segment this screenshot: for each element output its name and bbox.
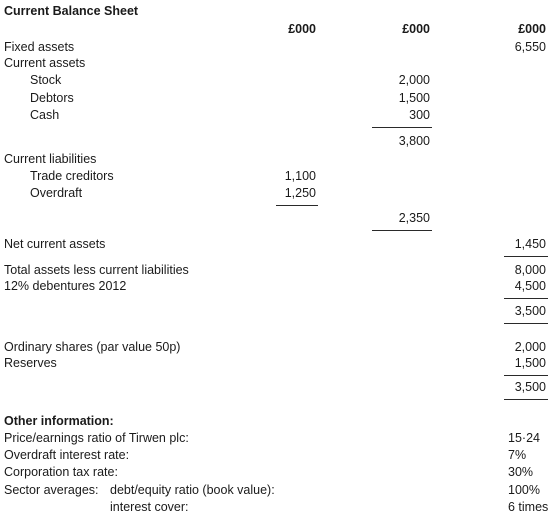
overdraft-value: 1,250 [284, 186, 316, 200]
net-total-value: 3,500 [514, 304, 546, 318]
current-liabilities-total: 2,350 [398, 211, 430, 225]
net-current-assets-value: 1,450 [514, 237, 546, 251]
stock-value: 2,000 [398, 73, 430, 87]
equity-total-rule-bottom [504, 399, 548, 400]
cash-value: 300 [409, 108, 430, 122]
pe-ratio-value: 15·24 [508, 431, 540, 445]
trade-creditors-label: Trade creditors [30, 169, 114, 183]
current-liabilities-total-rule [372, 230, 432, 231]
column-header-3: £000 [518, 22, 546, 36]
reserves-value: 1,500 [514, 356, 546, 370]
stock-label: Stock [30, 73, 62, 87]
ordinary-shares-label: Ordinary shares (par value 50p) [4, 340, 181, 354]
equity-total-rule-top [504, 375, 548, 376]
column-header-1: £000 [288, 22, 316, 36]
sector-averages-label: Sector averages: [4, 483, 99, 497]
net-total-rule-top [504, 298, 548, 299]
tax-rate-label: Corporation tax rate: [4, 465, 118, 479]
reserves-label: Reserves [4, 356, 57, 370]
overdraft-rate-label: Overdraft interest rate: [4, 448, 130, 462]
cash-label: Cash [30, 108, 60, 122]
current-liabilities-label: Current liabilities [4, 152, 97, 166]
net-current-assets-rule [504, 256, 548, 257]
tax-rate-value: 30% [508, 465, 534, 479]
debtors-label: Debtors [30, 91, 74, 105]
debentures-label: 12% debentures 2012 [4, 279, 127, 293]
equity-total-value: 3,500 [514, 380, 546, 394]
current-assets-total-rule [372, 127, 432, 128]
page-title: Current Balance Sheet [4, 4, 139, 18]
fixed-assets-label: Fixed assets [4, 40, 75, 54]
debtors-value: 1,500 [398, 91, 430, 105]
debt-equity-value: 100% [508, 483, 540, 497]
current-assets-total: 3,800 [398, 134, 430, 148]
net-total-rule-bottom [504, 323, 548, 324]
debentures-value: 4,500 [514, 279, 546, 293]
total-assets-label: Total assets less current liabilities [4, 263, 189, 277]
interest-cover-label: interest cover: [110, 500, 189, 514]
total-assets-value: 8,000 [514, 263, 546, 277]
interest-cover-value: 6 times [508, 500, 549, 514]
overdraft-rate-value: 7% [508, 448, 527, 462]
overdraft-label: Overdraft [30, 186, 83, 200]
other-info-heading: Other information: [4, 414, 114, 428]
net-current-assets-label: Net current assets [4, 237, 106, 251]
current-assets-label: Current assets [4, 56, 86, 70]
pe-ratio-label: Price/earnings ratio of Tirwen plc: [4, 431, 189, 445]
current-liabilities-rule [276, 205, 318, 206]
trade-creditors-value: 1,100 [284, 169, 316, 183]
debt-equity-label: debt/equity ratio (book value): [110, 483, 275, 497]
ordinary-shares-value: 2,000 [514, 340, 546, 354]
fixed-assets-value: 6,550 [514, 40, 546, 54]
column-header-2: £000 [402, 22, 430, 36]
